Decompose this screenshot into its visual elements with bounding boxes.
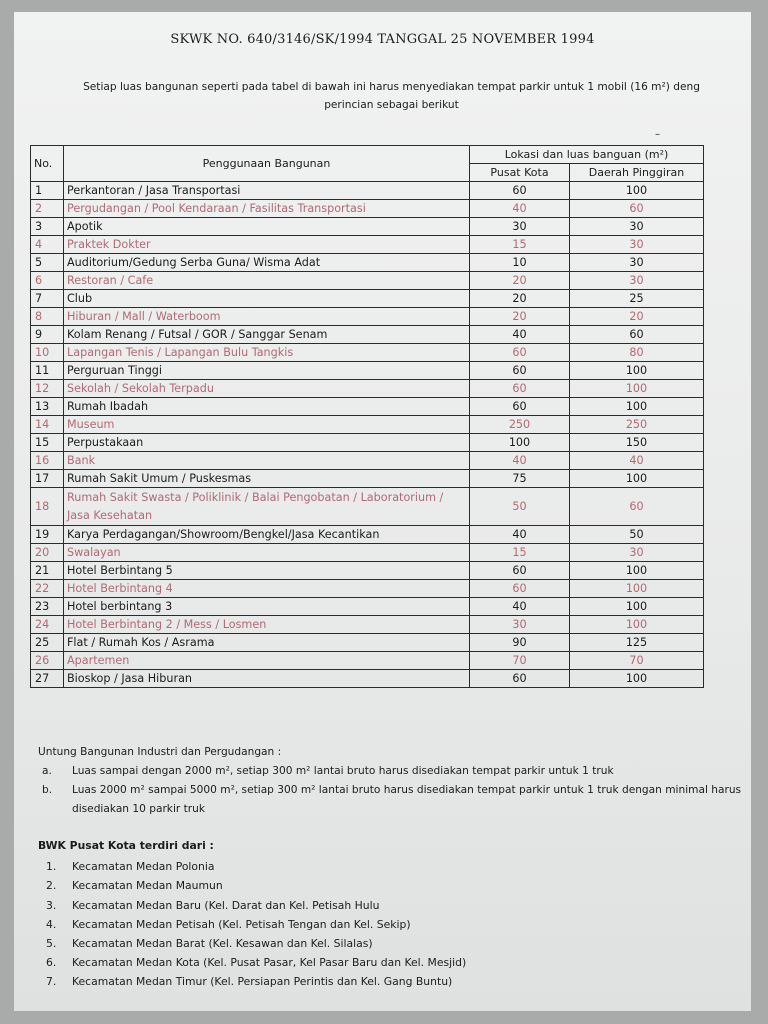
table-row (31, 562, 704, 580)
stray-mark: – (655, 129, 660, 140)
row-number-cell: 7 (31, 290, 64, 308)
bwk-list (38, 836, 466, 992)
row-number-cell: 8 (31, 308, 64, 326)
table-row (31, 218, 704, 236)
building-use-cell: Perpustakaan (64, 434, 470, 452)
row-number-cell: 6 (31, 272, 64, 290)
city-center-area-cell: 60 (470, 362, 570, 380)
row-number-cell: 16 (31, 452, 64, 470)
intro-line-1: Setiap luas bangunan seperti pada tabel di bawah ini harus menyediakan tempat parkir untuk 1 mobil (16 m²) deng (83, 81, 700, 93)
industry-item-label: b. (42, 784, 53, 796)
list-item (38, 876, 466, 895)
suburb-area-cell: 25 (570, 290, 704, 308)
city-center-area-cell: 70 (470, 652, 570, 670)
suburb-area-cell: 100 (570, 616, 704, 634)
list-item-text: Kecamatan Medan Kota (Kel. Pusat Pasar, Kel Pasar Baru dan Kel. Mesjid) (72, 956, 467, 970)
header-no: No. (31, 146, 64, 182)
row-number-cell: 10 (31, 344, 64, 362)
suburb-area-cell: 40 (570, 452, 704, 470)
row-number-cell: 9 (31, 326, 64, 344)
table-row (31, 272, 704, 290)
table-row (31, 290, 704, 308)
industry-notes (38, 743, 751, 819)
suburb-area-cell: 30 (570, 544, 704, 562)
row-number-cell: 25 (31, 634, 64, 652)
table-row (31, 362, 704, 380)
building-use-cell: Hiburan / Mall / Waterboom (64, 308, 470, 326)
building-use-cell: Pergudangan / Pool Kendaraan / Fasilitas Transportasi (64, 200, 470, 218)
building-use-cell: Auditorium/Gedung Serba Guna/ Wisma Adat (64, 254, 470, 272)
table-row (31, 652, 704, 670)
city-center-area-cell: 60 (470, 562, 570, 580)
table-row (31, 380, 704, 398)
table-row (31, 616, 704, 634)
suburb-area-cell: 60 (570, 488, 704, 526)
table-row (31, 434, 704, 452)
suburb-area-cell: 250 (570, 416, 704, 434)
building-use-cell: Restoran / Cafe (64, 272, 470, 290)
row-number-cell: 13 (31, 398, 64, 416)
list-item-text: Kecamatan Medan Barat (Kel. Kesawan dan Kel. Silalas) (72, 937, 373, 951)
city-center-area-cell: 40 (470, 326, 570, 344)
row-number-cell: 19 (31, 526, 64, 544)
city-center-area-cell: 15 (470, 544, 570, 562)
list-item-text: Kecamatan Medan Polonia (72, 860, 215, 874)
city-center-area-cell: 20 (470, 290, 570, 308)
building-use-cell: Hotel Berbintang 5 (64, 562, 470, 580)
building-use-cell: Bank (64, 452, 470, 470)
suburb-area-cell: 30 (570, 236, 704, 254)
table-row (31, 326, 704, 344)
bwk-heading: BWK Pusat Kota terdiri dari : (38, 839, 214, 852)
city-center-area-cell: 40 (470, 452, 570, 470)
table-row (31, 254, 704, 272)
row-number-cell: 14 (31, 416, 64, 434)
row-number-cell: 20 (31, 544, 64, 562)
table-row (31, 452, 704, 470)
list-item-text: Kecamatan Medan Maumun (72, 879, 223, 893)
header-use: Penggunaan Bangunan (64, 146, 470, 182)
list-item-number: 5. (46, 937, 57, 951)
building-use-cell: Sekolah / Sekolah Terpadu (64, 380, 470, 398)
list-item (38, 972, 466, 991)
row-number-cell: 2 (31, 200, 64, 218)
table-row (31, 200, 704, 218)
list-item-text: Kecamatan Medan Baru (Kel. Darat dan Kel. Petisah Hulu (72, 898, 380, 912)
building-use-cell: Apotik (64, 218, 470, 236)
list-item-number: 1. (46, 860, 57, 874)
city-center-area-cell: 60 (470, 380, 570, 398)
table-row (31, 416, 704, 434)
list-item-number: 6. (46, 956, 57, 970)
row-number-cell: 4 (31, 236, 64, 254)
city-center-area-cell: 75 (470, 470, 570, 488)
building-use-cell: Perguruan Tinggi (64, 362, 470, 380)
building-use-cell: Bioskop / Jasa Hiburan (64, 670, 470, 688)
suburb-area-cell: 70 (570, 652, 704, 670)
building-use-cell: Flat / Rumah Kos / Asrama (64, 634, 470, 652)
table-row (31, 182, 704, 200)
building-use-cell: Apartemen (64, 652, 470, 670)
city-center-area-cell: 60 (470, 670, 570, 688)
suburb-area-cell: 100 (570, 580, 704, 598)
building-use-cell: Lapangan Tenis / Lapangan Bulu Tangkis (64, 344, 470, 362)
header-suburb: Daerah Pinggiran (570, 164, 704, 182)
city-center-area-cell: 60 (470, 580, 570, 598)
row-number-cell: 11 (31, 362, 64, 380)
list-item-number: 4. (46, 917, 57, 931)
table-row (31, 470, 704, 488)
row-number-cell: 24 (31, 616, 64, 634)
table-body (31, 182, 704, 688)
city-center-area-cell: 20 (470, 308, 570, 326)
city-center-area-cell: 30 (470, 616, 570, 634)
table-row (31, 526, 704, 544)
parking-requirement-table (30, 145, 704, 688)
suburb-area-cell: 80 (570, 344, 704, 362)
document-title: SKWK NO. 640/3146/SK/1994 TANGGAL 25 NOVEMBER 1994 (170, 32, 595, 47)
building-use-cell: Rumah Ibadah (64, 398, 470, 416)
suburb-area-cell: 50 (570, 526, 704, 544)
suburb-area-cell: 100 (570, 470, 704, 488)
suburb-area-cell: 100 (570, 380, 704, 398)
intro-line-2: perincian sebagai berikut (324, 99, 459, 111)
industry-item (38, 781, 751, 819)
table-row (31, 580, 704, 598)
list-item-text: Kecamatan Medan Timur (Kel. Persiapan Perintis dan Kel. Gang Buntu) (72, 975, 453, 989)
header-location: Lokasi dan luas banguan (m²) (470, 146, 704, 164)
suburb-area-cell: 20 (570, 308, 704, 326)
list-item-number: 3. (46, 898, 57, 912)
building-use-cell: Perkantoran / Jasa Transportasi (64, 182, 470, 200)
suburb-area-cell: 100 (570, 398, 704, 416)
building-use-cell: Swalayan (64, 544, 470, 562)
city-center-area-cell: 60 (470, 398, 570, 416)
row-number-cell: 22 (31, 580, 64, 598)
city-center-area-cell: 40 (470, 200, 570, 218)
building-use-cell: Karya Perdagangan/Showroom/Bengkel/Jasa Kecantikan (64, 526, 470, 544)
suburb-area-cell: 60 (570, 200, 704, 218)
city-center-area-cell: 40 (470, 598, 570, 616)
city-center-area-cell: 90 (470, 634, 570, 652)
table-row (31, 488, 704, 526)
city-center-area-cell: 10 (470, 254, 570, 272)
row-number-cell: 27 (31, 670, 64, 688)
list-item (38, 915, 466, 934)
list-item (38, 896, 466, 915)
row-number-cell: 1 (31, 182, 64, 200)
city-center-area-cell: 250 (470, 416, 570, 434)
suburb-area-cell: 100 (570, 670, 704, 688)
list-item (38, 857, 466, 876)
row-number-cell: 15 (31, 434, 64, 452)
building-use-cell: Museum (64, 416, 470, 434)
row-number-cell: 23 (31, 598, 64, 616)
row-number-cell: 3 (31, 218, 64, 236)
table-row (31, 236, 704, 254)
list-item (38, 953, 466, 972)
building-use-cell: Rumah Sakit Swasta / Poliklinik / Balai Pengobatan / Laboratorium / Jasa Kesehatan (64, 488, 470, 526)
city-center-area-cell: 60 (470, 182, 570, 200)
suburb-area-cell: 60 (570, 326, 704, 344)
building-use-cell: Club (64, 290, 470, 308)
list-item-number: 2. (46, 879, 57, 893)
row-number-cell: 5 (31, 254, 64, 272)
suburb-area-cell: 150 (570, 434, 704, 452)
table-row (31, 670, 704, 688)
row-number-cell: 12 (31, 380, 64, 398)
industry-item (38, 762, 751, 781)
city-center-area-cell: 100 (470, 434, 570, 452)
suburb-area-cell: 100 (570, 182, 704, 200)
list-item-text: Kecamatan Medan Petisah (Kel. Petisah Tengan dan Kel. Sekip) (72, 917, 411, 931)
city-center-area-cell: 15 (470, 236, 570, 254)
table-row (31, 344, 704, 362)
suburb-area-cell: 30 (570, 218, 704, 236)
suburb-area-cell: 125 (570, 634, 704, 652)
list-item (38, 934, 466, 953)
row-number-cell: 21 (31, 562, 64, 580)
row-number-cell: 17 (31, 470, 64, 488)
city-center-area-cell: 60 (470, 344, 570, 362)
table-row (31, 598, 704, 616)
row-number-cell: 18 (31, 488, 64, 526)
industry-item-label: a. (42, 765, 52, 777)
table-row (31, 544, 704, 562)
suburb-area-cell: 100 (570, 598, 704, 616)
intro-paragraph (32, 78, 751, 114)
row-number-cell: 26 (31, 652, 64, 670)
table-row (31, 634, 704, 652)
document-page (14, 12, 751, 1011)
building-use-cell: Hotel Berbintang 2 / Mess / Losmen (64, 616, 470, 634)
city-center-area-cell: 20 (470, 272, 570, 290)
list-item-number: 7. (46, 975, 57, 989)
building-use-cell: Hotel Berbintang 4 (64, 580, 470, 598)
building-use-cell: Praktek Dokter (64, 236, 470, 254)
industry-heading: Untung Bangunan Industri dan Pergudangan : (38, 746, 282, 758)
suburb-area-cell: 30 (570, 254, 704, 272)
suburb-area-cell: 100 (570, 562, 704, 580)
header-city: Pusat Kota (470, 164, 570, 182)
suburb-area-cell: 100 (570, 362, 704, 380)
table-row (31, 398, 704, 416)
industry-item-text: Luas 2000 m² sampai 5000 m², setiap 300 m² lantai bruto harus disediakan tempat parkir untuk 1 truk dengan minimal harus disediakan 10 parkir truk (72, 784, 742, 815)
building-use-cell: Kolam Renang / Futsal / GOR / Sanggar Senam (64, 326, 470, 344)
building-use-cell: Rumah Sakit Umum / Puskesmas (64, 470, 470, 488)
city-center-area-cell: 40 (470, 526, 570, 544)
city-center-area-cell: 50 (470, 488, 570, 526)
suburb-area-cell: 30 (570, 272, 704, 290)
table-row (31, 308, 704, 326)
building-use-cell: Hotel berbintang 3 (64, 598, 470, 616)
city-center-area-cell: 30 (470, 218, 570, 236)
industry-item-text: Luas sampai dengan 2000 m², setiap 300 m² lantai bruto harus disediakan tempat parkir untuk 1 truk (72, 765, 614, 777)
